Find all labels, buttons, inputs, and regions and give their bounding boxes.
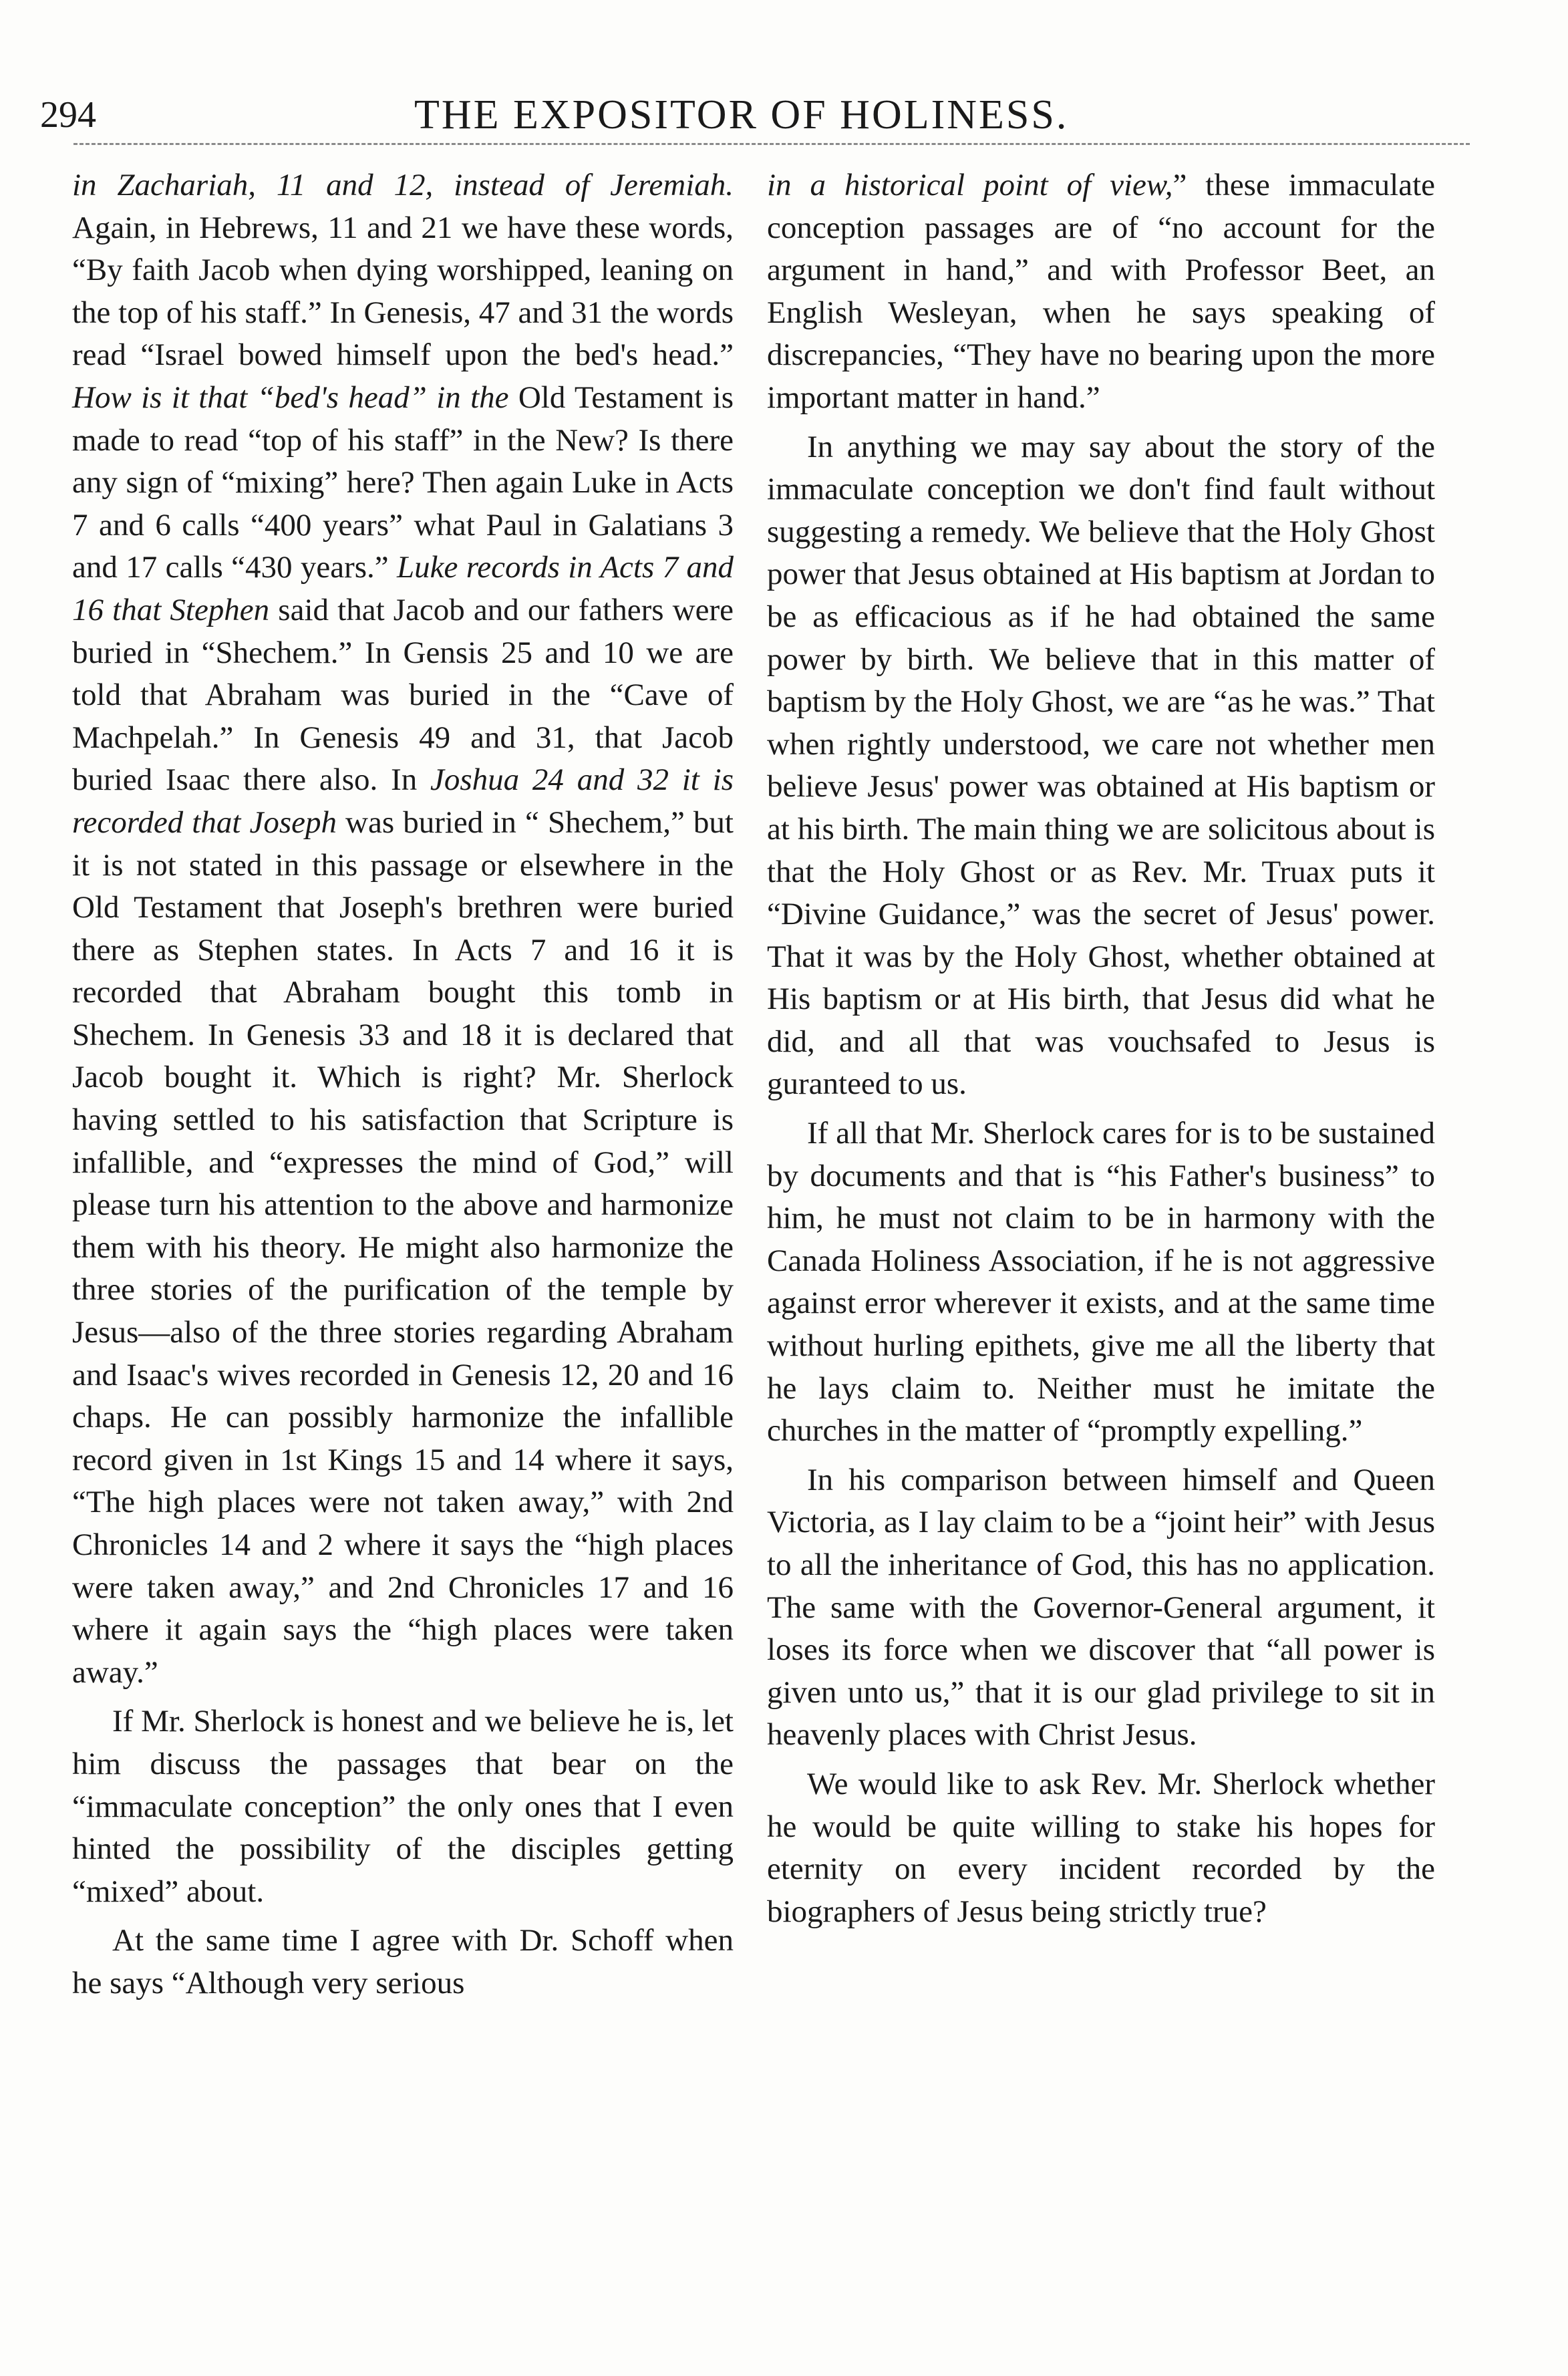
left-paragraph-2: If Mr. Sherlock is honest and we believe he is, let him discuss the passages that bear on the “immaculate conception” the only ones that I even hinted the possibility of the disciples getting “mixed” about. xyxy=(72,1704,734,1909)
text-span: was buried in “ Shechem,” but it is not stated in this passage or elsewhere in the Old Testament that Joseph's brethren were buried there as Stephen states. In Acts 7 and 16 it is recorded that Abraham bought this tomb in Shechem. In Genesis 33 and 18 it is declared that Jacob bought it. Which is right? Mr. Sherlock having settled to his satisfaction that Scripture is infallible, and “expresses the mind of God,” will please turn his attention to the above and harmonize them with his theory. He might also harmonize the three stories of the purification of the temple by Jesus—also of the three stories regarding Abraham and Isaac's wives recorded in Genesis 12, 20 and 16 chaps. He can possibly harmonize the infallible record given in 1st Kings 15 and 14 where it says, “The high places were not taken away,” with 2nd Chronicles 14 and 2 where it says the “high places were taken away,” and 2nd Chronicles 17 and 16 where it again says the “high places were taken away.” xyxy=(72,804,734,1690)
right-column xyxy=(767,164,1435,1940)
italic-span: in a historical point of view, xyxy=(767,168,1173,202)
text-span: Old Testament is made to read “top of his staff” in the New? Is there any sign of “mixing” here? Then again Luke in Acts 7 and 6 calls “400 years” what Paul in Galatians 3 and 17 calls “430 years.” xyxy=(72,380,734,585)
right-paragraph-1 xyxy=(767,164,1435,420)
left-column xyxy=(72,164,734,2012)
running-head xyxy=(40,88,1450,142)
text-span: said that Jacob and our fathers were buried in “Shechem.” In Gensis 25 and 10 we are told that Abraham was buried in the “Cave of Machpelah.” In Genesis 49 and 31, that Jacob buried Isaac there also. In xyxy=(72,592,734,798)
text-span: Again, in Hebrews, 11 and 21 we have these words, “By faith Jacob when dying worshipped, leaning on the top of his staff.” In Genesis, 47 and 31 the words read “Israel bowed himself upon the bed's head.” xyxy=(72,210,734,373)
italic-span: Joshua 24 and 32 it is recorded that Joseph xyxy=(72,762,734,840)
text-span: ” these immaculate conception passages are of “no account for the argument in hand,” and with Professor Beet, an English Wesleyan, when he says speaking of discrepancies, “They have no bearing upon the more important matter in hand.” xyxy=(767,168,1435,415)
left-paragraph-3: At the same time I agree with Dr. Schoff when he says “Although very serious xyxy=(72,1923,734,2000)
journal-title: THE EXPOSITOR OF HOLINESS. xyxy=(414,92,1069,138)
right-paragraph-5: We would like to ask Rev. Mr. Sherlock whether he would be quite willing to stake his hopes for eternity on every incident recorded by the biographers of Jesus being strictly true? xyxy=(767,1766,1435,1929)
italic-span: How is it that “bed's head” in the xyxy=(72,380,509,415)
italic-span: in Zachariah, 11 and 12, instead of Jeremiah. xyxy=(72,168,734,202)
italic-span: Luke records in Acts 7 and 16 that Stephen xyxy=(72,550,734,627)
header-rule xyxy=(73,143,1470,145)
left-paragraph-1 xyxy=(72,164,734,1694)
right-paragraph-4: In his comparison between himself and Queen Victoria, as I lay claim to be a “joint heir” with Jesus to all the inheritance of God, this has no application. The same with the Governor-General argument, it loses its force when we discover that “all power is given unto us,” that it is our glad privilege to sit in heavenly places with Christ Jesus. xyxy=(767,1462,1435,1753)
right-paragraph-3: If all that Mr. Sherlock cares for is to be sustained by documents and that is “his Father's business” to him, he must not claim to be in harmony with the Canada Holiness Association, if he is not aggressive against error wherever it exists, and at the same time without hurling epithets, give me all the liberty that he lays claim to. Neither must he imitate the churches in the matter of “promptly expelling.” xyxy=(767,1116,1435,1449)
right-paragraph-2: In anything we may say about the story of the immaculate conception we don't find fault without suggesting a remedy. We believe that the Holy Ghost power that Jesus obtained at His baptism at Jordan to be as efficacious as if he had obtained the same power by birth. We believe that in this matter of baptism by the Holy Ghost, we are “as he was.” That when rightly understood, we care not whether men believe Jesus' power was obtained at His baptism or at his birth. The main thing we are solicitous about is that the Holy Ghost or as Rev. Mr. Truax puts it “Divine Guidance,” was the secret of Jesus' power. That it was by the Holy Ghost, whether obtained at His baptism or at His birth, that Jesus did what he did, and all that was vouchsafed to Jesus is guranteed to us. xyxy=(767,429,1435,1102)
page-number: 294 xyxy=(40,94,96,136)
